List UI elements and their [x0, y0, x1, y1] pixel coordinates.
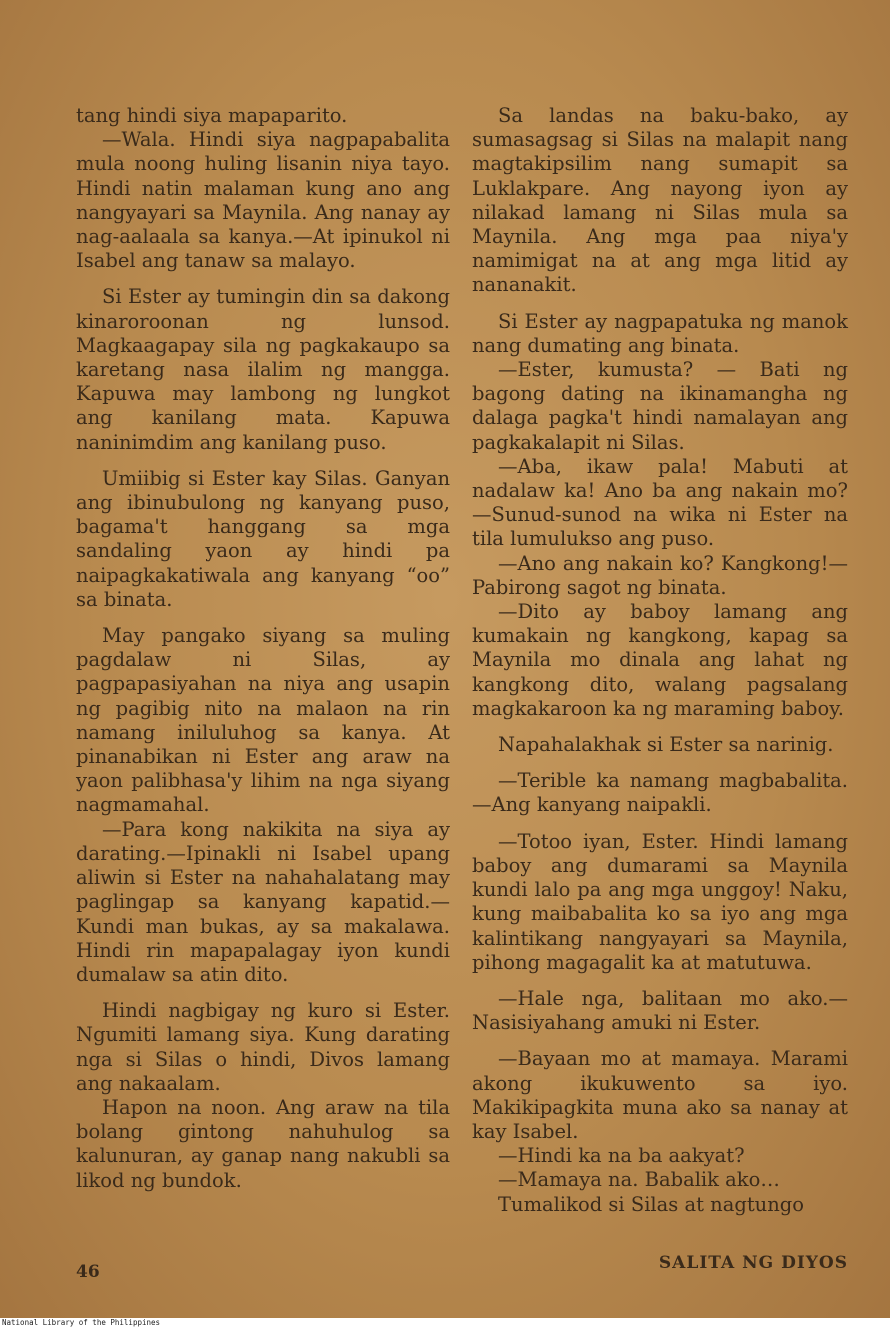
right-column [472, 104, 848, 1217]
paragraph: —Totoo iyan, Ester. Hindi lamang baboy ang dumarami sa Maynila kundi lalo pa ang mga unggoy! Naku, kung maibabalita ko sa iyo ang mga kalintikang nangyayari sa Maynila, pihong magagalit ka at matutuwa. [472, 829, 848, 974]
left-column [76, 104, 450, 1205]
paragraph: tang hindi siya mapaparito. [76, 104, 348, 127]
paragraph: —Mamaya na. Babalik ako… [498, 1168, 780, 1192]
paragraph: Hapon na noon. Ang araw na tila bolang gintong nahuhulog sa kalunuran, ay ganap nang nakubli sa likod ng bundok. [76, 1095, 450, 1192]
paragraph: Si Ester ay tumingin din sa dakong kinaroroonan ng lunsod. Magkaagapay sila ng pagkakaupo sa karetang nasa ilalim ng mangga. Kapuwa may lambong ng lungkot ang kanilang mata. Kapuwa naninimdim ang kanilang puso. [76, 285, 450, 454]
paragraph: —Ester, kumusta? — Bati ng bagong dating na ikinamangha ng dalaga pagka't hindi namalayan ang pagkakalapit ni Silas. [472, 358, 848, 454]
paragraph: Napahalakhak si Ester sa narinig. [498, 733, 834, 757]
footer-credit: National Library of the Philippines [2, 1318, 161, 1327]
paragraph: Si Ester ay nagpapatuka ng manok nang dumating ang binata. [472, 309, 848, 357]
paragraph: —Hindi ka na ba aakyat? [498, 1144, 745, 1168]
paragraph: —Hale nga, balitaan mo ako.—Nasisiyahang amuki ni Ester. [472, 986, 848, 1035]
page-number: 46 [76, 1262, 100, 1282]
paragraph: —Aba, ikaw pala! Mabuti at nadalaw ka! Ano ba ang nakain mo?—Sunud-sunod na wika ni Ester na tila lumulukso ang puso. [472, 454, 848, 551]
paragraph: Tumalikod si Silas at nagtungo [498, 1192, 805, 1216]
paragraph: Sa landas na baku-bako, ay sumasagsag si Silas na malapit nang magtakipsilim nang sumapit sa Luklakpare. Ang nayong iyon ay nilakad lamang ni Silas mula sa Maynila. Ang mga paa niya'y namimigat na at ang mga litid ay nananakit. [472, 104, 848, 297]
paragraph: —Bayaan mo at mamaya. Marami akong ikukuwento sa iyo. Makikipagkita muna ako sa nanay at kay Isabel. [472, 1047, 848, 1143]
paragraph: —Para kong nakikita na siya ay darating.—Ipinakli ni Isabel upang aliwin si Ester na nahahalatang may paglingap sa kanyang kapatid.—Kundi man bukas, ay sa makalawa. Hindi rin mapapalagay iyon kundi dumalaw sa atin dito. [76, 817, 450, 986]
paragraph: Umiibig si Ester kay Silas. Ganyan ang ibinubulong ng kanyang puso, bagama't hanggang sa mga sandaling yaon ay hindi pa naipagkakatiwala ang kanyang “oo” sa binata. [76, 466, 450, 611]
running-head: SALITA NG DIYOS [658, 1253, 848, 1273]
paragraph: May pangako siyang sa muling pagdalaw ni Silas, ay pagpapasiyahan na niya ang usapin ng pagibig nito na malaon na rin namang iniluluhog sa kanya. At pinanabikan ni Ester ang araw na yaon palibhasa'y lihim na nga siyang nagmamahal. [76, 624, 450, 817]
paragraph: —Terible ka namang magbabalita.—Ang kanyang naipakli. [472, 769, 848, 817]
paragraph: Hindi nagbigay ng kuro si Ester. Ngumiti lamang siya. Kung darating nga si Silas o hindi, Divos lamang ang nakaalam. [76, 999, 450, 1095]
paragraph: —Dito ay baboy lamang ang kumakain ng kangkong, kapag sa Maynila mo dinala ang lahat ng kangkong dito, walang pagsalang magkakaroon ka ng maraming baboy. [472, 600, 848, 720]
paragraph: —Ano ang nakain ko? Kangkong!—Pabirong sagot ng binata. [472, 551, 848, 599]
paragraph: —Wala. Hindi siya nagpapabalita mula noong huling lisanin niya tayo. Hindi natin malaman kung ano ang nangyayari sa Maynila. Ang nanay ay nag-aalaala sa kanya.—At ipinukol ni Isabel ang tanaw sa malayo. [76, 128, 450, 273]
